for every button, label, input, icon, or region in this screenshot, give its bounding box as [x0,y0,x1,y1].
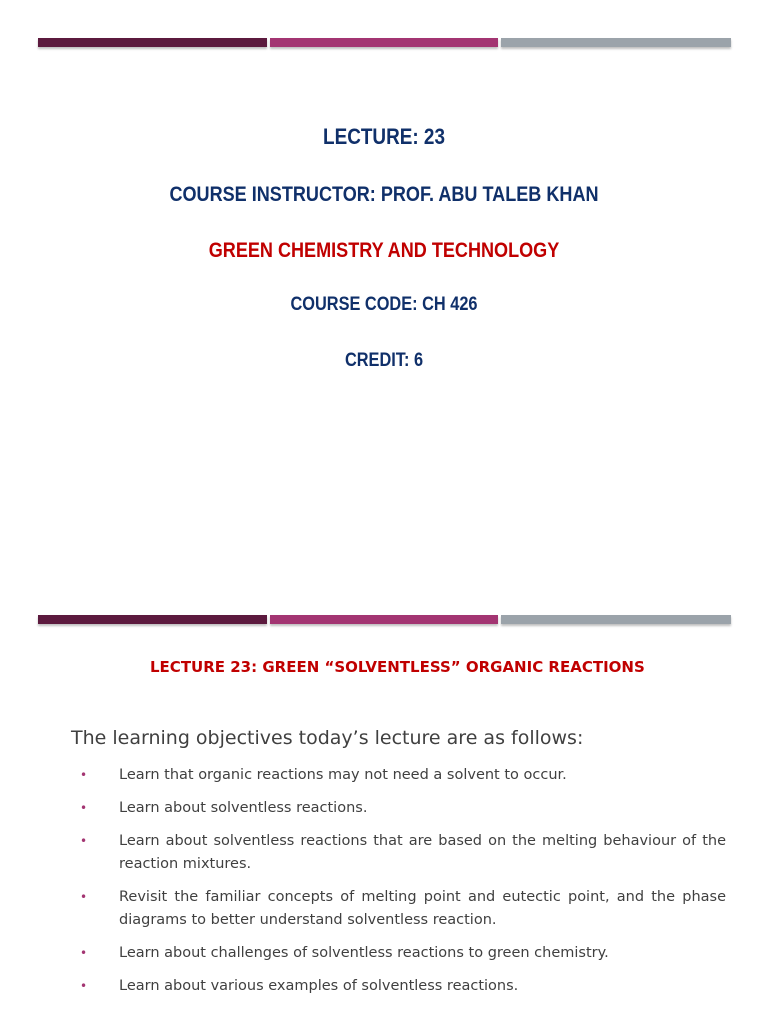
objective-item [80,942,726,965]
objectives-slide [0,590,768,1024]
objective-text: Learn about various examples of solventless reactions. [119,978,519,994]
header-accent-bar [38,615,731,624]
accent-bar-gray-segment [501,615,731,624]
objective-text: Learn about challenges of solventless reactions to green chemistry. [119,945,609,961]
accent-bar-gray-segment [501,38,731,47]
objective-item [80,830,726,876]
objective-item [80,886,726,932]
bullet-icon: • [80,946,88,960]
objectives-list [80,764,726,1008]
slide-title: LECTURE 23: GREEN “SOLVENTLESS” ORGANIC REACTIONS [150,658,645,676]
bullet-icon: • [80,979,88,993]
accent-bar-dark-segment [38,615,267,624]
objective-text: Learn that organic reactions may not need a solvent to occur. [119,767,567,783]
bullet-icon: • [80,834,88,848]
accent-bar-magenta-segment [270,615,498,624]
accent-bar-magenta-segment [270,38,498,47]
objectives-intro: The learning objectives today’s lecture are as follows: [71,727,584,749]
objective-item [80,764,726,787]
objective-text: Revisit the familiar concepts of melting point and eutectic point, and the phase diagrams to better understand solventless reaction. [119,889,726,928]
course-name: GREEN CHEMISTRY AND TECHNOLOGY [208,239,560,262]
course-code: COURSE CODE: CH 426 [290,294,478,315]
bullet-icon: • [80,768,88,782]
course-credit: CREDIT: 6 [344,350,424,371]
course-instructor: COURSE INSTRUCTOR: PROF. ABU TALEB KHAN [169,183,599,206]
objective-text: Learn about solventless reactions that are based on the melting behaviour of the reaction mixtures. [119,833,726,872]
accent-bar-dark-segment [38,38,267,47]
bullet-icon: • [80,890,88,904]
objective-text: Learn about solventless reactions. [119,800,368,816]
objective-item [80,797,726,820]
header-accent-bar [38,38,731,47]
lecture-number: LECTURE: 23 [323,124,445,149]
objective-item [80,975,726,998]
bullet-icon: • [80,801,88,815]
